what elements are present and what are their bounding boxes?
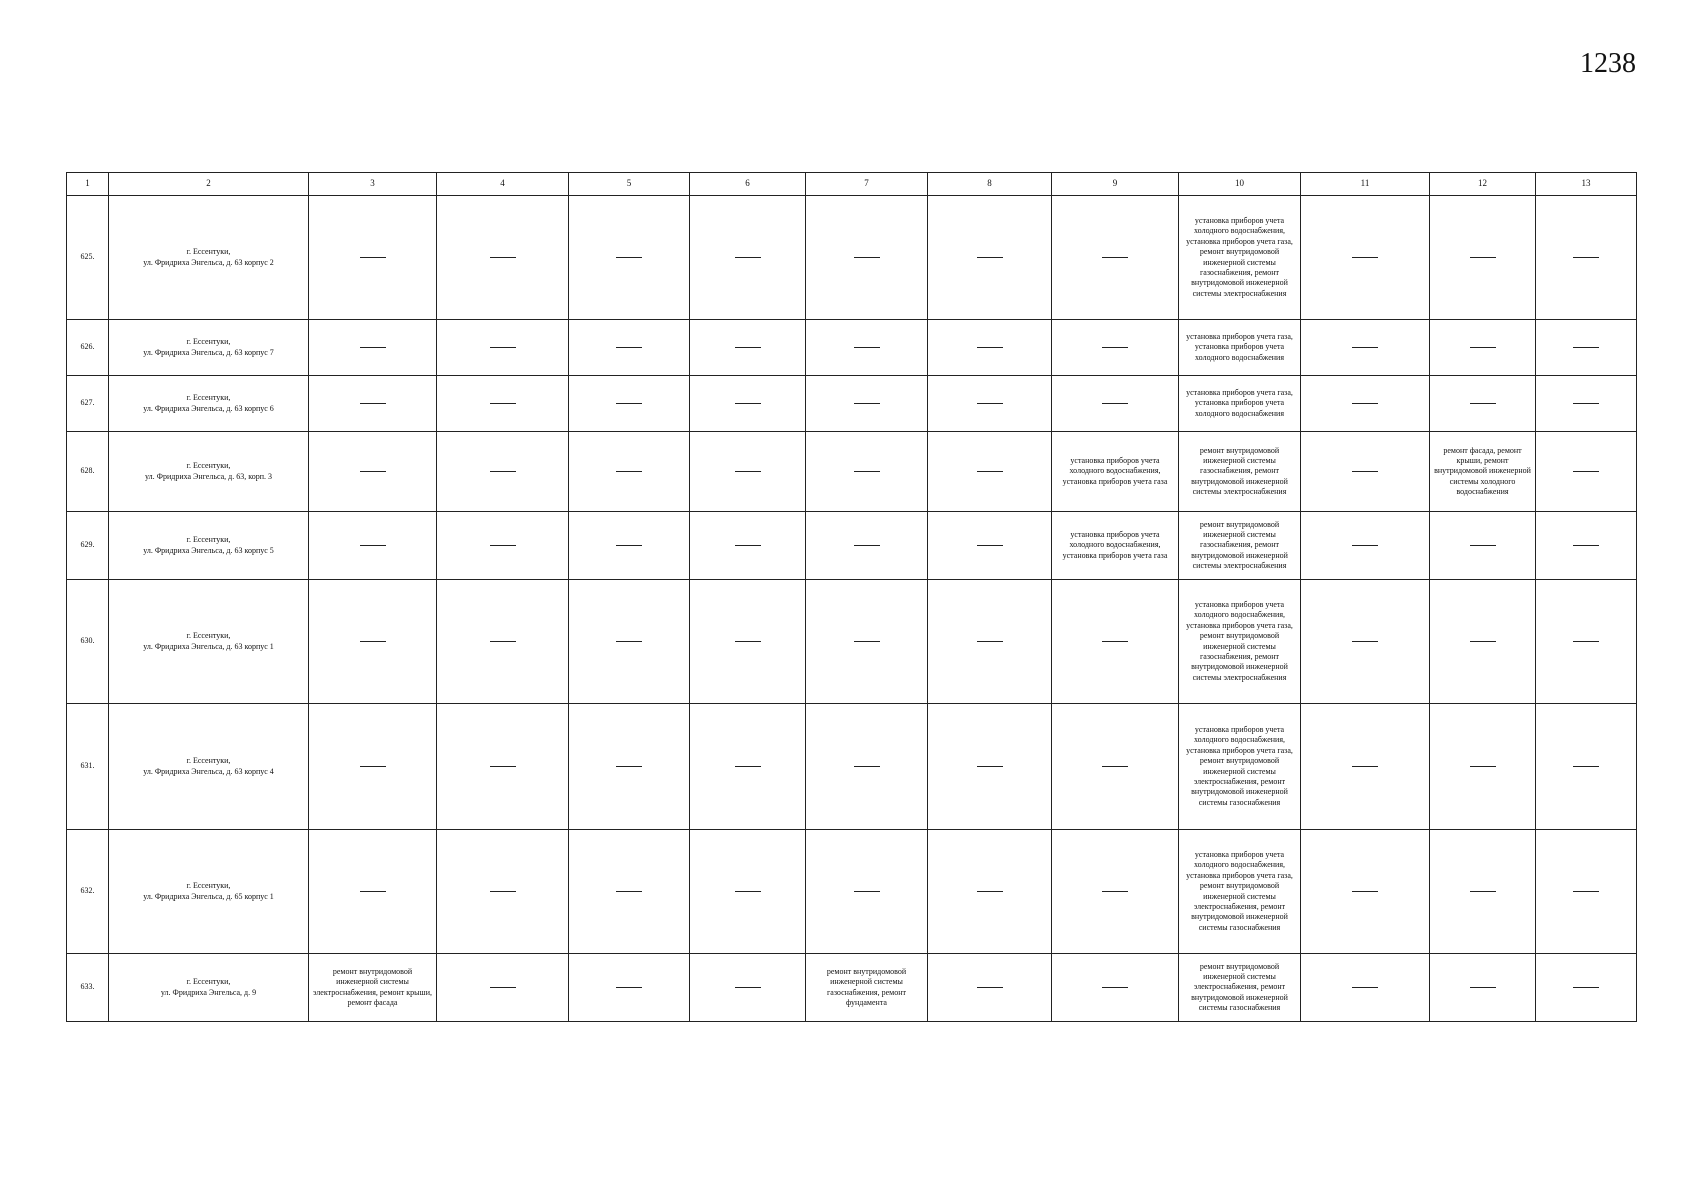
dash-mark [1470, 257, 1496, 258]
work-description-cell: установка приборов учета холодного водоснабжения, установка приборов учета газа, ремонт внутридомовой инженерной системы газоснабжения, ремонт внутридомовой инженерной системы электроснабжения [1179, 580, 1301, 704]
empty-cell [309, 580, 437, 704]
row-number: 629. [67, 512, 109, 580]
dash-mark [490, 257, 516, 258]
dash-mark [977, 257, 1003, 258]
empty-cell [1301, 512, 1430, 580]
empty-cell [437, 196, 569, 320]
empty-cell [690, 376, 806, 432]
column-header-8: 8 [928, 173, 1052, 196]
empty-cell [309, 512, 437, 580]
empty-cell [1536, 320, 1637, 376]
dash-mark [490, 891, 516, 892]
dash-mark [1573, 471, 1599, 472]
dash-mark [1102, 641, 1128, 642]
dash-mark [1352, 891, 1378, 892]
dash-mark [616, 891, 642, 892]
empty-cell [569, 830, 690, 954]
dash-mark [1352, 545, 1378, 546]
dash-mark [854, 403, 880, 404]
empty-cell [690, 830, 806, 954]
dash-mark [1102, 403, 1128, 404]
dash-mark [616, 257, 642, 258]
dash-mark [1352, 347, 1378, 348]
dash-mark [1470, 891, 1496, 892]
column-header-6: 6 [690, 173, 806, 196]
empty-cell [1430, 320, 1536, 376]
empty-cell [309, 320, 437, 376]
empty-cell [1430, 376, 1536, 432]
dash-mark [1470, 403, 1496, 404]
table-row [67, 376, 1637, 432]
work-description-cell: установка приборов учета газа, установка приборов учета холодного водоснабжения [1179, 376, 1301, 432]
empty-cell [1301, 320, 1430, 376]
empty-cell [1430, 196, 1536, 320]
empty-cell [928, 320, 1052, 376]
dash-mark [735, 257, 761, 258]
column-header-9: 9 [1052, 173, 1179, 196]
dash-mark [490, 766, 516, 767]
address-cell [109, 512, 309, 580]
dash-mark [616, 347, 642, 348]
address-cell [109, 432, 309, 512]
table-row [67, 196, 1637, 320]
address-street: ул. Фридриха Энгельса, д. 63 корпус 1 [143, 641, 274, 651]
column-header-5: 5 [569, 173, 690, 196]
empty-cell [437, 320, 569, 376]
table-row [67, 580, 1637, 704]
address-city: г. Ессентуки, [186, 247, 231, 257]
column-header-4: 4 [437, 173, 569, 196]
column-header-2: 2 [109, 173, 309, 196]
empty-cell [309, 376, 437, 432]
row-number: 630. [67, 580, 109, 704]
empty-cell [928, 954, 1052, 1022]
column-number-row [67, 173, 1637, 196]
empty-cell [437, 580, 569, 704]
work-description-cell: ремонт внутридомовой инженерной системы электроснабжения, ремонт внутридомовой инженерной системы газоснабжения [1179, 954, 1301, 1022]
empty-cell [1052, 320, 1179, 376]
address-cell [109, 320, 309, 376]
empty-cell [309, 830, 437, 954]
empty-cell [1052, 830, 1179, 954]
empty-cell [928, 580, 1052, 704]
column-header-10: 10 [1179, 173, 1301, 196]
table-row [67, 320, 1637, 376]
table-row [67, 432, 1637, 512]
empty-cell [690, 512, 806, 580]
dash-mark [616, 403, 642, 404]
empty-cell [1430, 704, 1536, 830]
work-description-cell: ремонт внутридомовой инженерной системы электроснабжения, ремонт крыши, ремонт фасада [309, 954, 437, 1022]
empty-cell [309, 704, 437, 830]
empty-cell [1052, 196, 1179, 320]
address-street: ул. Фридриха Энгельса, д. 63 корпус 4 [143, 766, 274, 776]
empty-cell [1536, 580, 1637, 704]
empty-cell [569, 376, 690, 432]
empty-cell [437, 704, 569, 830]
empty-cell [806, 704, 928, 830]
empty-cell [928, 376, 1052, 432]
dash-mark [490, 545, 516, 546]
column-header-7: 7 [806, 173, 928, 196]
dash-mark [1102, 766, 1128, 767]
column-header-12: 12 [1430, 173, 1536, 196]
dash-mark [360, 545, 386, 546]
dash-mark [1352, 471, 1378, 472]
dash-mark [1573, 257, 1599, 258]
empty-cell [569, 432, 690, 512]
dash-mark [1102, 891, 1128, 892]
dash-mark [854, 891, 880, 892]
dash-mark [1573, 545, 1599, 546]
row-number: 628. [67, 432, 109, 512]
empty-cell [437, 432, 569, 512]
empty-cell [1301, 954, 1430, 1022]
empty-cell [690, 432, 806, 512]
empty-cell [806, 196, 928, 320]
dash-mark [1102, 257, 1128, 258]
address-cell [109, 954, 309, 1022]
empty-cell [1430, 512, 1536, 580]
empty-cell [1052, 580, 1179, 704]
empty-cell [569, 196, 690, 320]
dash-mark [616, 987, 642, 988]
empty-cell [1536, 432, 1637, 512]
empty-cell [1536, 512, 1637, 580]
dash-mark [854, 257, 880, 258]
dash-mark [854, 545, 880, 546]
empty-cell [806, 376, 928, 432]
dash-mark [854, 471, 880, 472]
dash-mark [1352, 641, 1378, 642]
work-description-cell: установка приборов учета холодного водоснабжения, установка приборов учета газа, ремонт внутридомовой инженерной системы электроснабжения, ремонт внутридомовой инженерной системы газоснабжения [1179, 704, 1301, 830]
empty-cell [1430, 830, 1536, 954]
table-row [67, 512, 1637, 580]
empty-cell [690, 320, 806, 376]
address-street: ул. Фридриха Энгельса, д. 63 корпус 2 [143, 257, 274, 267]
empty-cell [806, 432, 928, 512]
empty-cell [1301, 196, 1430, 320]
empty-cell [1301, 376, 1430, 432]
row-number: 627. [67, 376, 109, 432]
address-city: г. Ессентуки, [186, 631, 231, 641]
address-city: г. Ессентуки, [186, 535, 231, 545]
address-street: ул. Фридриха Энгельса, д. 63 корпус 7 [143, 347, 274, 357]
dash-mark [1352, 403, 1378, 404]
dash-mark [1102, 347, 1128, 348]
dash-mark [1470, 347, 1496, 348]
address-cell [109, 196, 309, 320]
column-header-1: 1 [67, 173, 109, 196]
table-row [67, 954, 1637, 1022]
address-city: г. Ессентуки, [186, 393, 231, 403]
address-street: ул. Фридриха Энгельса, д. 63 корпус 5 [143, 545, 274, 555]
empty-cell [1301, 830, 1430, 954]
dash-mark [490, 403, 516, 404]
empty-cell [569, 320, 690, 376]
empty-cell [437, 512, 569, 580]
dash-mark [1573, 891, 1599, 892]
dash-mark [735, 641, 761, 642]
dash-mark [360, 891, 386, 892]
address-city: г. Ессентуки, [186, 881, 231, 891]
dash-mark [977, 403, 1003, 404]
empty-cell [806, 830, 928, 954]
empty-cell [806, 320, 928, 376]
dash-mark [1470, 766, 1496, 767]
dash-mark [854, 347, 880, 348]
dash-mark [1470, 641, 1496, 642]
dash-mark [1352, 257, 1378, 258]
address-cell [109, 580, 309, 704]
dash-mark [1573, 347, 1599, 348]
address-city: г. Ессентуки, [186, 977, 231, 987]
dash-mark [977, 347, 1003, 348]
empty-cell [569, 512, 690, 580]
dash-mark [1573, 641, 1599, 642]
dash-mark [1352, 987, 1378, 988]
row-number: 626. [67, 320, 109, 376]
address-street: ул. Фридриха Энгельса, д. 63, корп. 3 [145, 471, 272, 481]
dash-mark [490, 347, 516, 348]
row-number: 633. [67, 954, 109, 1022]
dash-mark [360, 403, 386, 404]
empty-cell [309, 432, 437, 512]
dash-mark [977, 471, 1003, 472]
empty-cell [928, 704, 1052, 830]
dash-mark [616, 545, 642, 546]
empty-cell [1536, 704, 1637, 830]
work-description-cell: ремонт внутридомовой инженерной системы газоснабжения, ремонт фундамента [806, 954, 928, 1022]
empty-cell [1536, 830, 1637, 954]
empty-cell [1430, 580, 1536, 704]
empty-cell [437, 376, 569, 432]
empty-cell [928, 196, 1052, 320]
work-description-cell: ремонт внутридомовой инженерной системы газоснабжения, ремонт внутридомовой инженерной системы электроснабжения [1179, 512, 1301, 580]
empty-cell [1301, 704, 1430, 830]
empty-cell [928, 512, 1052, 580]
dash-mark [490, 987, 516, 988]
work-description-cell: установка приборов учета газа, установка приборов учета холодного водоснабжения [1179, 320, 1301, 376]
dash-mark [1102, 987, 1128, 988]
row-number: 632. [67, 830, 109, 954]
row-number: 625. [67, 196, 109, 320]
dash-mark [735, 403, 761, 404]
dash-mark [1352, 766, 1378, 767]
dash-mark [735, 471, 761, 472]
dash-mark [1573, 766, 1599, 767]
address-street: ул. Фридриха Энгельса, д. 9 [160, 987, 257, 997]
empty-cell [569, 954, 690, 1022]
empty-cell [806, 512, 928, 580]
dash-mark [735, 891, 761, 892]
table-row [67, 704, 1637, 830]
dash-mark [360, 766, 386, 767]
work-schedule-table [66, 172, 1637, 1022]
empty-cell [690, 196, 806, 320]
dash-mark [977, 641, 1003, 642]
dash-mark [490, 471, 516, 472]
dash-mark [490, 641, 516, 642]
dash-mark [360, 641, 386, 642]
address-street: ул. Фридриха Энгельса, д. 65 корпус 1 [143, 891, 274, 901]
dash-mark [616, 766, 642, 767]
dash-mark [1470, 545, 1496, 546]
dash-mark [360, 471, 386, 472]
address-city: г. Ессентуки, [186, 756, 231, 766]
empty-cell [569, 580, 690, 704]
dash-mark [735, 987, 761, 988]
dash-mark [360, 257, 386, 258]
dash-mark [1573, 403, 1599, 404]
empty-cell [1052, 376, 1179, 432]
empty-cell [928, 432, 1052, 512]
address-city: г. Ессентуки, [186, 337, 231, 347]
empty-cell [569, 704, 690, 830]
dash-mark [977, 766, 1003, 767]
dash-mark [854, 641, 880, 642]
empty-cell [437, 830, 569, 954]
empty-cell [1430, 954, 1536, 1022]
dash-mark [1470, 987, 1496, 988]
empty-cell [437, 954, 569, 1022]
column-header-11: 11 [1301, 173, 1430, 196]
empty-cell [309, 196, 437, 320]
empty-cell [1052, 954, 1179, 1022]
dash-mark [977, 545, 1003, 546]
empty-cell [928, 830, 1052, 954]
dash-mark [854, 766, 880, 767]
dash-mark [735, 766, 761, 767]
column-header-13: 13 [1536, 173, 1637, 196]
page-number: 1238 [1580, 48, 1636, 79]
address-street: ул. Фридриха Энгельса, д. 63 корпус 6 [143, 403, 274, 413]
empty-cell [806, 580, 928, 704]
empty-cell [1301, 580, 1430, 704]
work-description-cell: установка приборов учета холодного водоснабжения, установка приборов учета газа [1052, 432, 1179, 512]
empty-cell [1301, 432, 1430, 512]
table-row [67, 830, 1637, 954]
dash-mark [616, 641, 642, 642]
column-header-3: 3 [309, 173, 437, 196]
dash-mark [616, 471, 642, 472]
dash-mark [735, 545, 761, 546]
empty-cell [1536, 376, 1637, 432]
empty-cell [1052, 704, 1179, 830]
dash-mark [977, 987, 1003, 988]
dash-mark [977, 891, 1003, 892]
empty-cell [690, 704, 806, 830]
work-description-cell: установка приборов учета холодного водоснабжения, установка приборов учета газа, ремонт внутридомовой инженерной системы электроснабжения, ремонт внутридомовой инженерной системы газоснабжения [1179, 830, 1301, 954]
work-description-cell: ремонт внутридомовой инженерной системы газоснабжения, ремонт внутридомовой инженерной системы электроснабжения [1179, 432, 1301, 512]
row-number: 631. [67, 704, 109, 830]
empty-cell [690, 954, 806, 1022]
address-cell [109, 704, 309, 830]
address-city: г. Ессентуки, [186, 461, 231, 471]
dash-mark [1573, 987, 1599, 988]
address-cell [109, 376, 309, 432]
dash-mark [360, 347, 386, 348]
work-description-cell: ремонт фасада, ремонт крыши, ремонт внутридомовой инженерной системы холодного водоснабжения [1430, 432, 1536, 512]
work-description-cell: установка приборов учета холодного водоснабжения, установка приборов учета газа, ремонт внутридомовой инженерной системы газоснабжения, ремонт внутридомовой инженерной системы электроснабжения [1179, 196, 1301, 320]
empty-cell [1536, 954, 1637, 1022]
empty-cell [1536, 196, 1637, 320]
table-body [67, 196, 1637, 1022]
dash-mark [735, 347, 761, 348]
address-cell [109, 830, 309, 954]
empty-cell [690, 580, 806, 704]
work-description-cell: установка приборов учета холодного водоснабжения, установка приборов учета газа [1052, 512, 1179, 580]
